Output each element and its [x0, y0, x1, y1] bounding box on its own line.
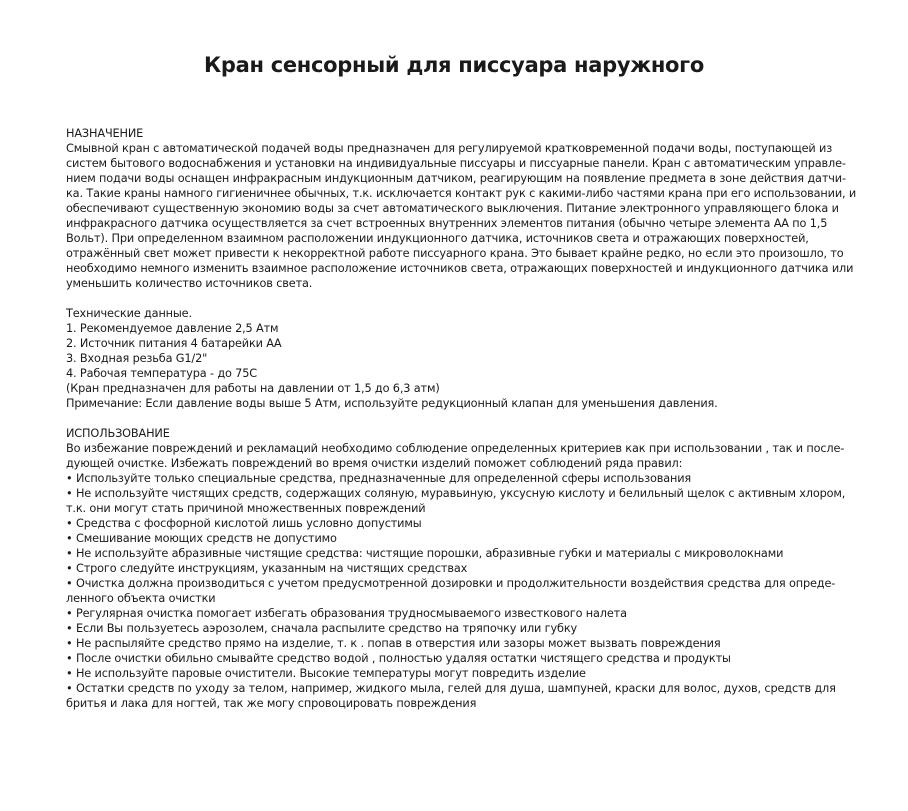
- purpose-paragraph-line: инфракрасного датчика осуществляется за счет встроенных внутренних элементов питания (обычно четыре элемента АА по 1,5: [66, 217, 828, 230]
- usage-line: дующей очистке. Избежать повреждений во время очистки изделий поможет соблюдений ряда правил:: [66, 457, 683, 470]
- spec-item: 3. Входная резьба G1/2": [66, 352, 208, 365]
- purpose-paragraph-line: уменьшить количество источников света.: [66, 277, 313, 290]
- usage-bullet: • Не используйте чистящих средств, содержащих соляную, муравьиную, уксусную кислоту и белильный щелок с активным хлором,: [66, 487, 846, 500]
- usage-line: ленного объекта очистки: [66, 592, 216, 605]
- specs-heading: Технические данные.: [66, 307, 192, 320]
- section-spacer: [66, 411, 858, 426]
- purpose-paragraph-line: отражённый свет может привести к некорректной работе писсуарного крана. Это бывает крайне редко, но если это произошло, то: [66, 247, 844, 260]
- purpose-paragraph-line: обеспечивают существенную экономию воды за счет автоматического выключения. Питание электронного управляющего блока и: [66, 202, 839, 215]
- usage-bullet: • Остатки средств по уходу за телом, например, жидкого мыла, гелей для душа, шампуней, краски для волос, духов, средств для: [66, 682, 836, 695]
- purpose-paragraph-line: систем бытового водоснабжения и установки на индивидуальные писсуары и писсуарные панели. Кран с автоматическим управле-: [66, 157, 846, 170]
- section-spacer: [66, 291, 858, 306]
- usage-bullet: • Используйте только специальные средства, предназначенные для определенной сферы использования: [66, 472, 692, 485]
- purpose-paragraph-line: Смывной кран с автоматической подачей воды предназначен для регулируемой кратковременной подачи воды, поступающей из: [66, 142, 833, 155]
- usage-bullet: • Средства с фосфорной кислотой лишь условно допустимы: [66, 517, 422, 530]
- usage-bullet: • Если Вы пользуетесь аэрозолем, сначала распылите средство на тряпочку или губку: [66, 622, 578, 635]
- spec-item: 2. Источник питания 4 батарейки АА: [66, 337, 282, 350]
- usage-line: Во избежание повреждений и рекламаций необходимо соблюдение определенных критериев как при использовании , так и после-: [66, 442, 845, 455]
- usage-bullet: • Строго следуйте инструкциям, указанным на чистящих средствах: [66, 562, 468, 575]
- page-title: Кран сенсорный для писсуара наружного: [204, 53, 704, 77]
- spec-item: 1. Рекомендуемое давление 2,5 Атм: [66, 322, 279, 335]
- usage-line: бритья и лака для ногтей, так же могу спровоцировать повреждения: [66, 697, 477, 710]
- purpose-paragraph-line: необходимо немного изменить взаимное расположение источников света, отражающих поверхностей и индукционного датчика или: [66, 262, 854, 275]
- purpose-paragraph-line: ка. Такие краны намного гигиеничнее обычных, т.к. исключается контакт рук с какими-либо частями крана при его использовании, и: [66, 187, 857, 200]
- usage-bullet: • Очистка должна производиться с учетом предусмотренной дозировки и продолжительности воздействия средства для опреде-: [66, 577, 836, 590]
- section-heading-usage: ИСПОЛЬЗОВАНИЕ: [66, 427, 170, 440]
- section-heading-purpose: НАЗНАЧЕНИЕ: [66, 127, 144, 140]
- usage-bullet: • Смешивание моющих средств не допустимо: [66, 532, 337, 545]
- usage-bullet: • Не используйте паровые очистители. Высокие температуры могут повредить изделие: [66, 667, 586, 680]
- purpose-paragraph-line: Вольт). При определенном взаимном расположении индукционного датчика, источников света и отражающих поверхностей,: [66, 232, 809, 245]
- usage-bullet: • Не распыляйте средство прямо на изделие, т. к . попав в отверстия или зазоры может вызвать повреждения: [66, 637, 721, 650]
- usage-bullet: • Не используйте абразивные чистящие средства: чистящие порошки, абразивные губки и материалы с микроволокнами: [66, 547, 784, 560]
- spec-note: Примечание: Если давление воды выше 5 Атм, используйте редукционный клапан для уменьшения давления.: [66, 397, 718, 410]
- usage-bullet: • После очистки обильно смывайте средство водой , полностью удаляя остатки чистящего средства и продукты: [66, 652, 731, 665]
- spec-note: (Кран предназначен для работы на давлении от 1,5 до 6,3 атм): [66, 382, 440, 395]
- usage-line: т.к. они могут стать причиной множественных повреждений: [66, 502, 426, 515]
- purpose-paragraph-line: нием подачи воды оснащен инфракрасным индукционным датчиком, реагирующим на появление предмета в зоне действия датчи-: [66, 172, 846, 185]
- document-body: [66, 126, 858, 711]
- spec-item: 4. Рабочая температура - до 75С: [66, 367, 257, 380]
- usage-bullet: • Регулярная очистка помогает избегать образования трудносмываемого известкового налета: [66, 607, 627, 620]
